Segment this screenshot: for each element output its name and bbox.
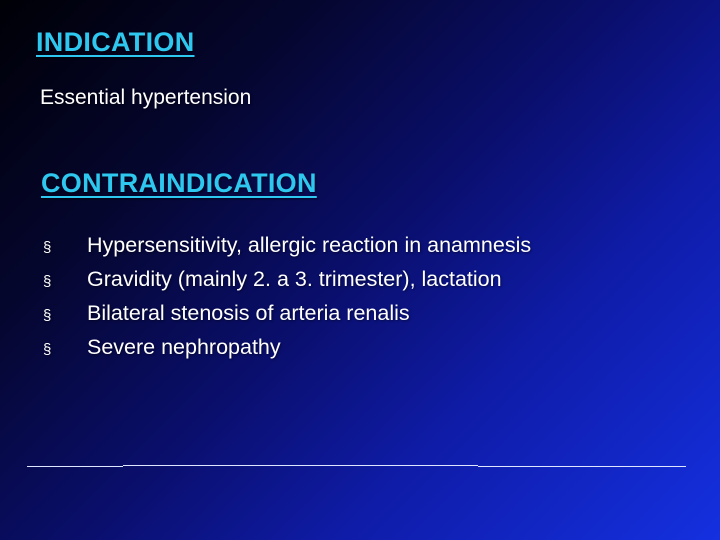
indication-text: Essential hypertension [40,86,252,109]
list-item [43,233,531,267]
list-item [43,267,531,301]
divider-line [123,465,478,466]
contraindication-heading: CONTRAINDICATION [41,168,317,198]
divider-line [27,466,123,467]
bullet-marker: § [43,307,52,324]
divider-line [478,466,686,467]
list-item-text: Hypersensitivity, allergic reaction in anamnesis [87,233,532,257]
list-item [43,335,531,369]
bullet-marker: § [43,341,52,358]
bullet-marker: § [43,239,52,256]
list-item [43,301,531,335]
bullet-marker: § [43,273,52,290]
list-item-text: Bilateral stenosis of arteria renalis [87,301,410,325]
indication-heading: INDICATION [36,27,195,57]
list-item-text: Severe nephropathy [87,335,281,359]
contraindication-list [43,233,531,369]
list-item-text: Gravidity (mainly 2. a 3. trimester), lactation [87,267,502,291]
